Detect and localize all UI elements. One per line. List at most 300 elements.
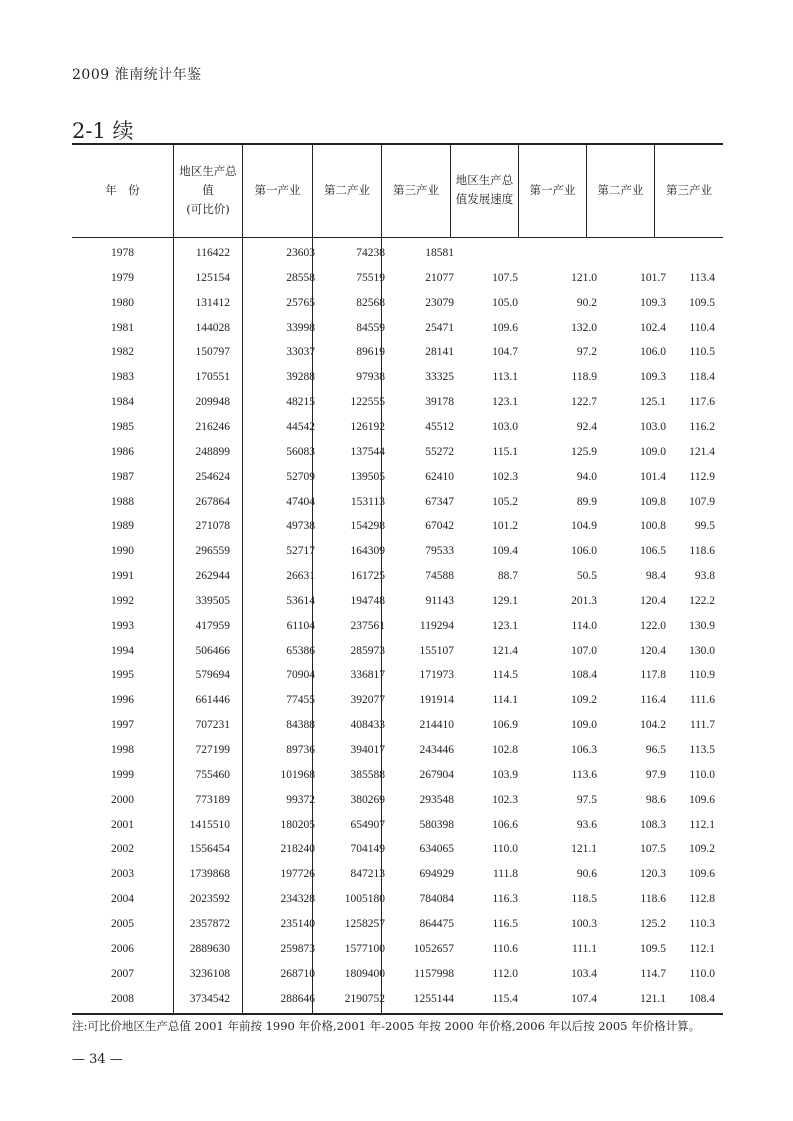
year-cell: 2002: [111, 843, 134, 856]
value-cell: 120.4: [640, 594, 666, 607]
page-number: — 34 —: [72, 1052, 123, 1067]
table-row: [72, 740, 723, 765]
value-cell: 112.0: [492, 967, 518, 980]
value-cell: 755460: [195, 768, 230, 781]
value-cell: 118.9: [571, 371, 597, 384]
year-cell: 1987: [111, 470, 134, 483]
year-cell: 1994: [111, 644, 134, 657]
value-cell: 1556454: [189, 843, 230, 856]
value-cell: 109.2: [689, 843, 715, 856]
value-cell: 110.3: [689, 917, 715, 930]
table-row: [72, 442, 723, 467]
year-cell: 1995: [111, 669, 134, 682]
year-cell: 1997: [111, 719, 134, 732]
value-cell: 97.5: [576, 793, 597, 806]
value-cell: 197726: [280, 868, 315, 881]
table-row: [72, 541, 723, 566]
year-cell: 1991: [111, 570, 134, 583]
value-cell: 506466: [195, 644, 230, 657]
value-cell: 33037: [286, 346, 315, 359]
value-cell: 118.6: [640, 893, 666, 906]
value-cell: 75519: [356, 271, 385, 284]
value-cell: 109.2: [571, 694, 597, 707]
table-row: [72, 268, 723, 293]
value-cell: 164309: [350, 545, 385, 558]
value-cell: 109.8: [640, 495, 666, 508]
year-cell: 1986: [111, 445, 134, 458]
book-header: 2009 淮南统计年鉴: [72, 67, 202, 83]
value-cell: 89736: [286, 744, 315, 756]
value-cell: 237561: [350, 619, 385, 632]
value-cell: 218240: [280, 843, 315, 856]
value-cell: 110.5: [689, 346, 715, 359]
value-cell: 2357872: [189, 917, 230, 930]
value-cell: 52709: [286, 470, 315, 483]
value-cell: 88.7: [497, 570, 518, 583]
value-cell: 121.0: [571, 271, 597, 284]
column-header-line: 第二产业: [324, 182, 370, 197]
value-cell: 111.1: [571, 942, 597, 955]
value-cell: 109.6: [689, 868, 715, 881]
value-cell: 1157998: [414, 967, 454, 980]
value-cell: 114.1: [492, 694, 518, 707]
value-cell: 106.9: [492, 719, 518, 732]
value-cell: 105.0: [492, 296, 518, 309]
value-cell: 47404: [286, 495, 315, 508]
value-cell: 271078: [195, 520, 230, 533]
value-cell: 97938: [356, 371, 385, 384]
value-cell: 25765: [286, 296, 315, 309]
value-cell: 268710: [280, 967, 315, 980]
value-cell: 101.4: [640, 470, 666, 483]
value-cell: 1255144: [413, 992, 454, 1005]
column-header-line: 年 份: [105, 182, 140, 197]
value-cell: 109.5: [640, 942, 666, 955]
value-cell: 262944: [195, 570, 230, 583]
column-header-line: 第三产业: [393, 182, 439, 197]
value-cell: 417959: [195, 619, 230, 632]
value-cell: 102.3: [492, 470, 518, 483]
value-cell: 113.4: [689, 271, 715, 284]
value-cell: 117.6: [689, 396, 715, 409]
value-cell: 50.5: [576, 570, 597, 583]
value-cell: 103.9: [492, 768, 518, 781]
value-cell: 56083: [286, 445, 315, 458]
value-cell: 580398: [419, 818, 454, 831]
table-row: [72, 641, 723, 666]
value-cell: 116.3: [492, 893, 518, 906]
year-cell: 1998: [111, 744, 134, 756]
value-cell: 33998: [286, 321, 315, 334]
table-row: [72, 318, 723, 343]
table-row: [72, 243, 723, 268]
value-cell: 115.1: [492, 445, 518, 458]
column-header-3: [312, 143, 381, 237]
value-cell: 107.5: [640, 843, 666, 856]
value-cell: 847213: [350, 868, 385, 881]
year-cell: 1980: [111, 296, 134, 309]
value-cell: 67042: [425, 520, 454, 533]
year-cell: 2006: [111, 942, 134, 955]
value-cell: 101.7: [640, 271, 666, 284]
value-cell: 111.6: [689, 694, 715, 707]
value-cell: 579694: [195, 669, 230, 682]
value-cell: 118.6: [689, 545, 715, 558]
value-cell: 1577100: [344, 942, 385, 955]
column-divider: [242, 237, 243, 1013]
value-cell: 115.4: [492, 992, 518, 1005]
value-cell: 106.3: [571, 744, 597, 756]
column-header-line: 第一产业: [254, 182, 301, 197]
column-divider: [381, 237, 382, 1013]
value-cell: 107.5: [492, 271, 518, 284]
value-cell: 102.3: [492, 793, 518, 806]
value-cell: 727199: [195, 744, 230, 756]
year-cell: 1989: [111, 520, 134, 533]
value-cell: 1809400: [344, 967, 385, 980]
value-cell: 108.4: [571, 669, 597, 682]
value-cell: 171973: [419, 669, 454, 682]
value-cell: 105.2: [492, 495, 518, 508]
value-cell: 296559: [195, 545, 230, 558]
column-header-0: [72, 143, 173, 237]
value-cell: 1415510: [189, 818, 230, 831]
value-cell: 111.8: [492, 868, 518, 881]
value-cell: 109.3: [640, 296, 666, 309]
table-row: [72, 839, 723, 864]
value-cell: 77455: [286, 694, 315, 707]
value-cell: 23079: [425, 296, 454, 309]
year-cell: 1984: [111, 396, 134, 409]
value-cell: 123.1: [492, 619, 518, 632]
year-cell: 1990: [111, 545, 134, 558]
column-header-1: [173, 143, 242, 237]
value-cell: 106.6: [492, 818, 518, 831]
value-cell: 92.4: [576, 420, 597, 433]
value-cell: 61104: [286, 619, 315, 632]
value-cell: 110.0: [689, 768, 715, 781]
value-cell: 194748: [350, 594, 385, 607]
value-cell: 99372: [286, 793, 315, 806]
value-cell: 248899: [195, 445, 230, 458]
value-cell: 103.0: [492, 420, 518, 433]
value-cell: 661446: [195, 694, 230, 707]
value-cell: 79533: [425, 545, 454, 558]
column-header-line: 地区生产总: [455, 173, 514, 187]
value-cell: 18581: [425, 247, 454, 259]
value-cell: 109.3: [640, 371, 666, 384]
table-row: [72, 790, 723, 815]
table-row: [72, 914, 723, 939]
column-header-6: [518, 143, 586, 237]
value-cell: 104.9: [571, 520, 597, 533]
table-row: [72, 516, 723, 541]
value-cell: 103.4: [571, 967, 597, 980]
value-cell: 122.7: [571, 396, 597, 409]
year-cell: 1981: [111, 321, 134, 334]
value-cell: 110.0: [492, 843, 518, 856]
value-cell: 122.0: [640, 619, 666, 632]
value-cell: 155107: [419, 644, 454, 657]
value-cell: 139505: [350, 470, 385, 483]
value-cell: 48215: [286, 396, 315, 409]
value-cell: 100.3: [571, 917, 597, 930]
value-cell: 45512: [425, 420, 454, 433]
value-cell: 180205: [280, 818, 315, 831]
table-row: [72, 467, 723, 492]
value-cell: 694929: [419, 868, 454, 881]
value-cell: 114.7: [640, 967, 666, 980]
year-cell: 2007: [111, 967, 134, 980]
year-cell: 1982: [111, 346, 134, 359]
column-header-line: 第一产业: [529, 182, 576, 197]
value-cell: 125.1: [640, 396, 666, 409]
value-cell: 114.5: [492, 669, 518, 682]
value-cell: 2190752: [344, 992, 385, 1005]
value-cell: 97.9: [645, 768, 666, 781]
value-cell: 392077: [350, 694, 385, 707]
value-cell: 109.4: [492, 545, 518, 558]
value-cell: 112.8: [689, 893, 715, 906]
table-row: [72, 392, 723, 417]
value-cell: 2023592: [189, 893, 230, 906]
value-cell: 784084: [419, 893, 454, 906]
column-header-8: [654, 143, 723, 237]
value-cell: 114.0: [571, 619, 597, 632]
value-cell: 21077: [425, 271, 454, 284]
table-row: [72, 616, 723, 641]
value-cell: 33325: [425, 371, 454, 384]
year-cell: 1999: [111, 768, 134, 781]
value-cell: 123.1: [492, 396, 518, 409]
column-divider: [312, 237, 313, 1013]
value-cell: 132.0: [571, 321, 597, 334]
value-cell: 216246: [195, 420, 230, 433]
value-cell: 336817: [350, 669, 385, 682]
year-cell: 2004: [111, 893, 134, 906]
value-cell: 773189: [195, 793, 230, 806]
value-cell: 90.6: [576, 868, 597, 881]
value-cell: 707231: [195, 719, 230, 732]
value-cell: 150797: [195, 346, 230, 359]
value-cell: 113.6: [571, 768, 597, 781]
value-cell: 254624: [195, 470, 230, 483]
value-cell: 109.0: [571, 719, 597, 732]
column-header-2: [242, 143, 312, 237]
table-bottom-rule: [72, 1013, 723, 1015]
value-cell: 96.5: [645, 744, 666, 756]
year-cell: 2003: [111, 868, 134, 881]
year-cell: 2008: [111, 992, 134, 1005]
value-cell: 84388: [286, 719, 315, 732]
value-cell: 120.4: [640, 644, 666, 657]
year-cell: 2005: [111, 917, 134, 930]
table-row: [72, 342, 723, 367]
value-cell: 93.6: [576, 818, 597, 831]
value-cell: 107.9: [689, 495, 715, 508]
value-cell: 380269: [350, 793, 385, 806]
value-cell: 131412: [195, 296, 230, 309]
value-cell: 121.4: [689, 445, 715, 458]
year-cell: 2000: [111, 793, 134, 806]
value-cell: 28558: [286, 271, 315, 284]
value-cell: 39288: [286, 371, 315, 384]
value-cell: 125.2: [640, 917, 666, 930]
value-cell: 98.6: [645, 793, 666, 806]
value-cell: 120.3: [640, 868, 666, 881]
value-cell: 109.5: [689, 296, 715, 309]
table-row: [72, 889, 723, 914]
value-cell: 106.0: [640, 346, 666, 359]
value-cell: 117.8: [640, 669, 666, 682]
value-cell: 53614: [286, 594, 315, 607]
value-cell: 113.1: [492, 371, 518, 384]
value-cell: 112.1: [689, 942, 715, 955]
year-cell: 1983: [111, 371, 134, 384]
value-cell: 109.6: [492, 321, 518, 334]
value-cell: 112.1: [689, 818, 715, 831]
value-cell: 84559: [356, 321, 385, 334]
value-cell: 125154: [195, 271, 230, 284]
value-cell: 89.9: [576, 495, 597, 508]
value-cell: 267904: [419, 768, 454, 781]
value-cell: 394017: [350, 744, 385, 756]
value-cell: 1739868: [189, 868, 230, 881]
value-cell: 91143: [425, 594, 454, 607]
column-header-line: 第二产业: [597, 182, 644, 197]
value-cell: 191914: [419, 694, 454, 707]
column-header-7: [586, 143, 654, 237]
value-cell: 74588: [425, 570, 454, 583]
value-cell: 102.8: [492, 744, 518, 756]
value-cell: 116422: [195, 247, 230, 259]
value-cell: 109.6: [689, 793, 715, 806]
value-cell: 129.1: [492, 594, 518, 607]
table-row: [72, 417, 723, 442]
table-row: [72, 989, 723, 1014]
year-cell: 1979: [111, 271, 134, 284]
value-cell: 94.0: [576, 470, 597, 483]
value-cell: 3236108: [189, 967, 230, 980]
value-cell: 93.8: [694, 570, 715, 583]
value-cell: 25471: [425, 321, 454, 334]
column-header-5: [450, 143, 518, 237]
value-cell: 116.5: [492, 917, 518, 930]
value-cell: 26631: [286, 570, 315, 583]
value-cell: 97.2: [576, 346, 597, 359]
value-cell: 52717: [286, 545, 315, 558]
value-cell: 267864: [195, 495, 230, 508]
table-row: [72, 964, 723, 989]
column-header-line: 第三产业: [666, 182, 712, 197]
value-cell: 408433: [350, 719, 385, 732]
value-cell: 39178: [425, 396, 454, 409]
value-cell: 106.0: [571, 545, 597, 558]
value-cell: 44542: [286, 420, 315, 433]
value-cell: 130.9: [689, 619, 715, 632]
value-cell: 144028: [195, 321, 230, 334]
value-cell: 704149: [350, 843, 385, 856]
table-row: [72, 765, 723, 790]
year-cell: 1992: [111, 594, 134, 607]
value-cell: 118.4: [689, 371, 715, 384]
value-cell: 90.2: [576, 296, 597, 309]
value-cell: 209948: [195, 396, 230, 409]
value-cell: 23603: [286, 247, 315, 259]
value-cell: 293548: [419, 793, 454, 806]
value-cell: 154298: [350, 520, 385, 533]
table-row: [72, 591, 723, 616]
value-cell: 107.4: [571, 992, 597, 1005]
year-cell: 1993: [111, 619, 134, 632]
value-cell: 55272: [425, 445, 454, 458]
table-row: [72, 864, 723, 889]
value-cell: 109.0: [640, 445, 666, 458]
value-cell: 121.1: [640, 992, 666, 1005]
value-cell: 108.3: [640, 818, 666, 831]
table-title: 2-1 续: [72, 119, 134, 143]
value-cell: 654907: [350, 818, 385, 831]
value-cell: 110.4: [689, 321, 715, 334]
value-cell: 121.4: [492, 644, 518, 657]
value-cell: 74238: [356, 247, 385, 259]
value-cell: 243446: [419, 744, 454, 756]
value-cell: 1005180: [344, 893, 385, 906]
value-cell: 104.2: [640, 719, 666, 732]
value-cell: 70904: [286, 669, 315, 682]
value-cell: 111.7: [689, 719, 715, 732]
value-cell: 108.4: [689, 992, 715, 1005]
value-cell: 3734542: [189, 992, 230, 1005]
table-row: [72, 367, 723, 392]
value-cell: 125.9: [571, 445, 597, 458]
value-cell: 67347: [425, 495, 454, 508]
value-cell: 49738: [286, 520, 315, 533]
value-cell: 116.2: [689, 420, 715, 433]
table-row: [72, 690, 723, 715]
value-cell: 385588: [350, 768, 385, 781]
value-cell: 214410: [419, 719, 454, 732]
table-row: [72, 939, 723, 964]
value-cell: 116.4: [640, 694, 666, 707]
value-cell: 137544: [350, 445, 385, 458]
value-cell: 1052657: [413, 942, 454, 955]
value-cell: 1258257: [344, 917, 385, 930]
value-cell: 110.9: [689, 669, 715, 682]
value-cell: 106.5: [640, 545, 666, 558]
table-footnote: 注:可比价地区生产总值 2001 年前按 1990 年价格,2001 年-2005 年按 2000 年价格,2006 年以后按 2005 年价格计算。: [72, 1019, 701, 1033]
value-cell: 126192: [350, 420, 385, 433]
table-header-row: [72, 143, 723, 238]
value-cell: 235140: [280, 917, 315, 930]
value-cell: 28141: [425, 346, 454, 359]
value-cell: 101968: [280, 768, 315, 781]
value-cell: 259873: [280, 942, 315, 955]
value-cell: 104.7: [492, 346, 518, 359]
table-row: [72, 566, 723, 591]
value-cell: 161725: [350, 570, 385, 583]
value-cell: 98.4: [645, 570, 666, 583]
year-cell: 1985: [111, 420, 134, 433]
value-cell: 2889630: [189, 942, 230, 955]
value-cell: 62410: [425, 470, 454, 483]
value-cell: 864475: [419, 917, 454, 930]
value-cell: 122555: [350, 396, 385, 409]
value-cell: 122.2: [689, 594, 715, 607]
column-header-line: 地区生产总值: [179, 163, 237, 197]
value-cell: 110.6: [492, 942, 518, 955]
value-cell: 170551: [195, 371, 230, 384]
